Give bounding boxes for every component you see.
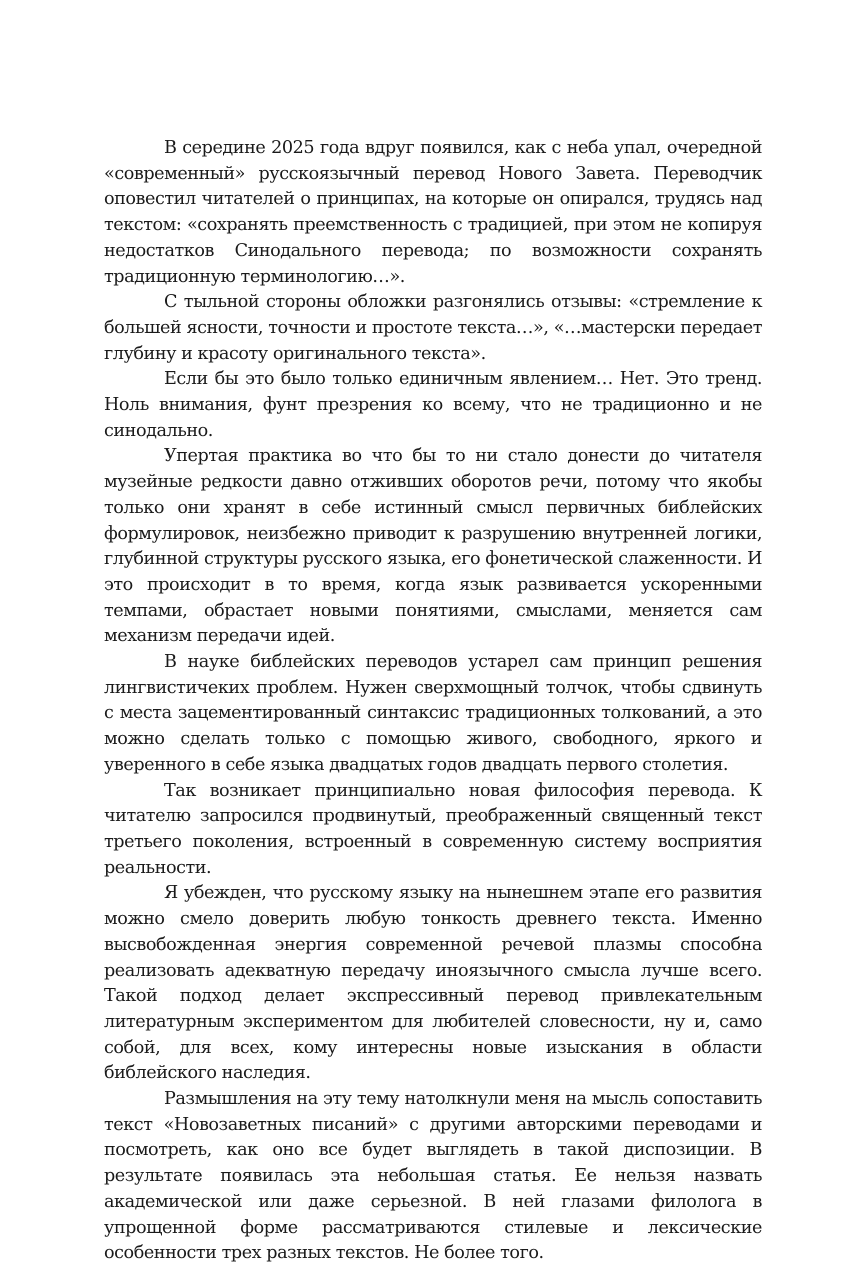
paragraph-4: Упертая практика во что бы то ни стало донести до читателя музейные редкости давно отживших оборотов речи, потому что якобы только они хранят в себе истинный смысл первичных библейских формулировок, неизбежно приводит к разрушению внутренней логики, глубинной структуры русского языка, его фонетической слаженности. И это происходит в то время, когда язык развивается ускоренными темпами, обрастает новыми понятиями, смыслами, меняется сам механизм передачи идей. — [104, 446, 762, 647]
paragraph-6: Так возникает принципиально новая философия перевода. К читателю запросился продвинутый, преображенный священный текст третьего поколения, встроенный в современную систему восприятия реальности. — [104, 780, 762, 878]
paragraph-7: Я убежден, что русскому языку на нынешнем этапе его развития можно смело доверить любую тонкость древнего текста. Именно высвобожденная энергия современной речевой плазмы способна реализовать адекватную передачу иноязычного смысла лучше всего. Такой подход делает экспрессивный перевод привлекательным литературным экспериментом для любителей словесности, ну и, само собой, для всех, кому интересны новые изыскания в области библейского наследия. — [104, 883, 762, 1084]
paragraph-3: Если бы это было только единичным явлением… Нет. Это тренд. Ноль внимания, фунт презрения ко всему, что не традиционно и не синодально. — [104, 369, 762, 441]
document-page — [104, 136, 762, 1267]
paragraph-2: С тыльной стороны обложки разгонялись отзывы: «стремление к большей ясности, точности и простоте текста…», «…мастерски передает глубину и красоту оригинального текста». — [104, 292, 762, 364]
paragraph-1: В середине 2025 года вдруг появился, как с неба упал, очередной «современный» русскоязычный перевод Нового Завета. Переводчик оповестил читателей о принципах, на которые он опирался, трудясь над текстом: «сохранять преемственность с традицией, при этом не копируя недостатков Синодального перевода; по возможности сохранять традиционную терминологию…». — [104, 138, 762, 287]
paragraph-8: Размышления на эту тему натолкнули меня на мысль сопоставить текст «Новозаветных писаний» с другими авторскими переводами и посмотреть, как оно все будет выглядеть в такой диспозиции. В результате появилась эта небольшая статья. Ее нельзя назвать академической или даже серьезной. В ней глазами филолога в упрощенной форме рассматриваются стилевые и лексические особенности трех разных текстов. Не более того. — [104, 1089, 762, 1264]
paragraph-5: В науке библейских переводов устарел сам принцип решения лингвистичеких проблем. Нужен сверхмощный толчок, чтобы сдвинуть с места зацементированный синтаксис традиционных толкований, а это можно сделать только с помощью живого, свободного, яркого и уверенного в себе языка двадцатых годов двадцать первого столетия. — [104, 652, 762, 775]
